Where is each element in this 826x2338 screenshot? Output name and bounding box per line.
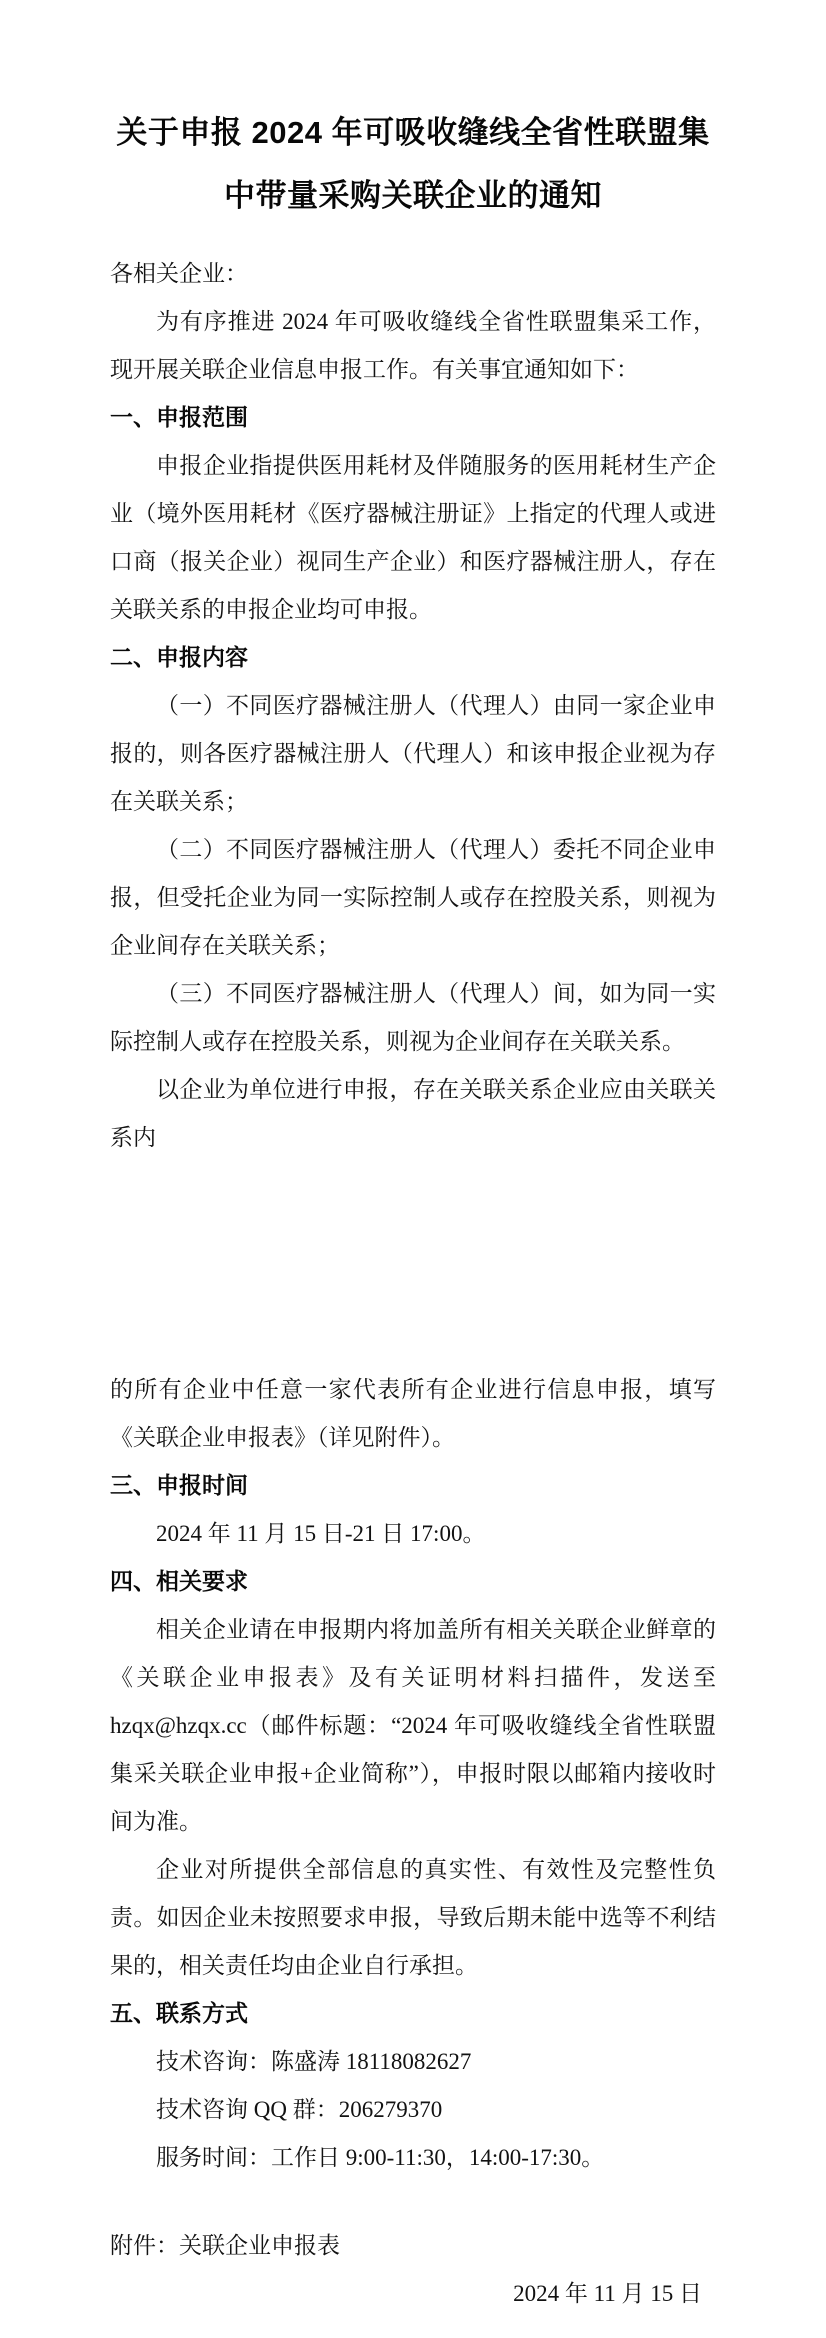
attachment-gap — [110, 2182, 716, 2222]
attachment-line: 附件：关联企业申报表 — [110, 2233, 340, 2258]
section-2-heading: 二、申报内容 — [110, 645, 248, 670]
document-body — [110, 0, 716, 2318]
contact-qq-line: 技术咨询 QQ 群：206279370 — [156, 2097, 443, 2122]
intro-paragraph: 为有序推进 2024 年可吸收缝线全省性联盟集采工作，现开展关联企业信息申报工作。有关事宜通知如下： — [110, 309, 716, 382]
section-4-heading: 四、相关要求 — [110, 1569, 248, 1594]
document-title-line-2: 中带量采购关联企业的通知 — [224, 178, 602, 213]
page-break-gap — [110, 1162, 716, 1366]
section-2-closing-part-1: 以企业为单位进行申报，存在关联关系企业应由关联关系内 — [110, 1077, 716, 1150]
section-2-closing-part-2: 的所有企业中任意一家代表所有企业进行信息申报，填写《关联企业申报表》（详见附件）。 — [110, 1377, 716, 1450]
section-3-paragraph: 2024 年 11 月 15 日-21 日 17:00。 — [156, 1521, 486, 1546]
document-title-line-1: 关于申报 2024 年可吸收缝线全省性联盟集 — [116, 115, 710, 150]
section-2-item-2: （二）不同医疗器械注册人（代理人）委托不同企业申报，但受托企业为同一实际控制人或存在控股关系，则视为企业间存在关联关系； — [110, 837, 716, 958]
section-4-paragraph-1: 相关企业请在申报期内将加盖所有相关关联企业鲜章的《关联企业申报表》及有关证明材料扫描件，发送至 hzqx@hzqx.cc（邮件标题：“2024 年可吸收缝线全省性联盟集采关联企业申报+企业简称”），申报时限以邮箱内接收时间为准。 — [110, 1617, 716, 1834]
section-2-item-3: （三）不同医疗器械注册人（代理人）间，如为同一实际控制人或存在控股关系，则视为企业间存在关联关系。 — [110, 981, 716, 1054]
section-5-heading: 五、联系方式 — [110, 2001, 248, 2026]
document-title — [110, 0, 716, 227]
section-2-item-1: （一）不同医疗器械注册人（代理人）由同一家企业申报的，则各医疗器械注册人（代理人）和该申报企业视为存在关联关系； — [110, 693, 716, 814]
section-4-paragraph-2: 企业对所提供全部信息的真实性、有效性及完整性负责。如因企业未按照要求申报，导致后期未能中选等不利结果的，相关责任均由企业自行承担。 — [110, 1857, 716, 1978]
section-3-heading: 三、申报时间 — [110, 1473, 248, 1498]
section-1-paragraph: 申报企业指提供医用耗材及伴随服务的医用耗材生产企业（境外医用耗材《医疗器械注册证》上指定的代理人或进口商（报关企业）视同生产企业）和医疗器械注册人，存在关联关系的申报企业均可申报。 — [110, 453, 716, 622]
contact-tech-line: 技术咨询：陈盛涛 18118082627 — [156, 2049, 472, 2074]
service-hours-line: 服务时间：工作日 9:00-11:30，14:00-17:30。 — [156, 2145, 605, 2170]
salutation: 各相关企业： — [110, 261, 248, 286]
section-1-heading: 一、申报范围 — [110, 405, 248, 430]
document-date: 2024 年 11 月 15 日 — [513, 2281, 702, 2306]
